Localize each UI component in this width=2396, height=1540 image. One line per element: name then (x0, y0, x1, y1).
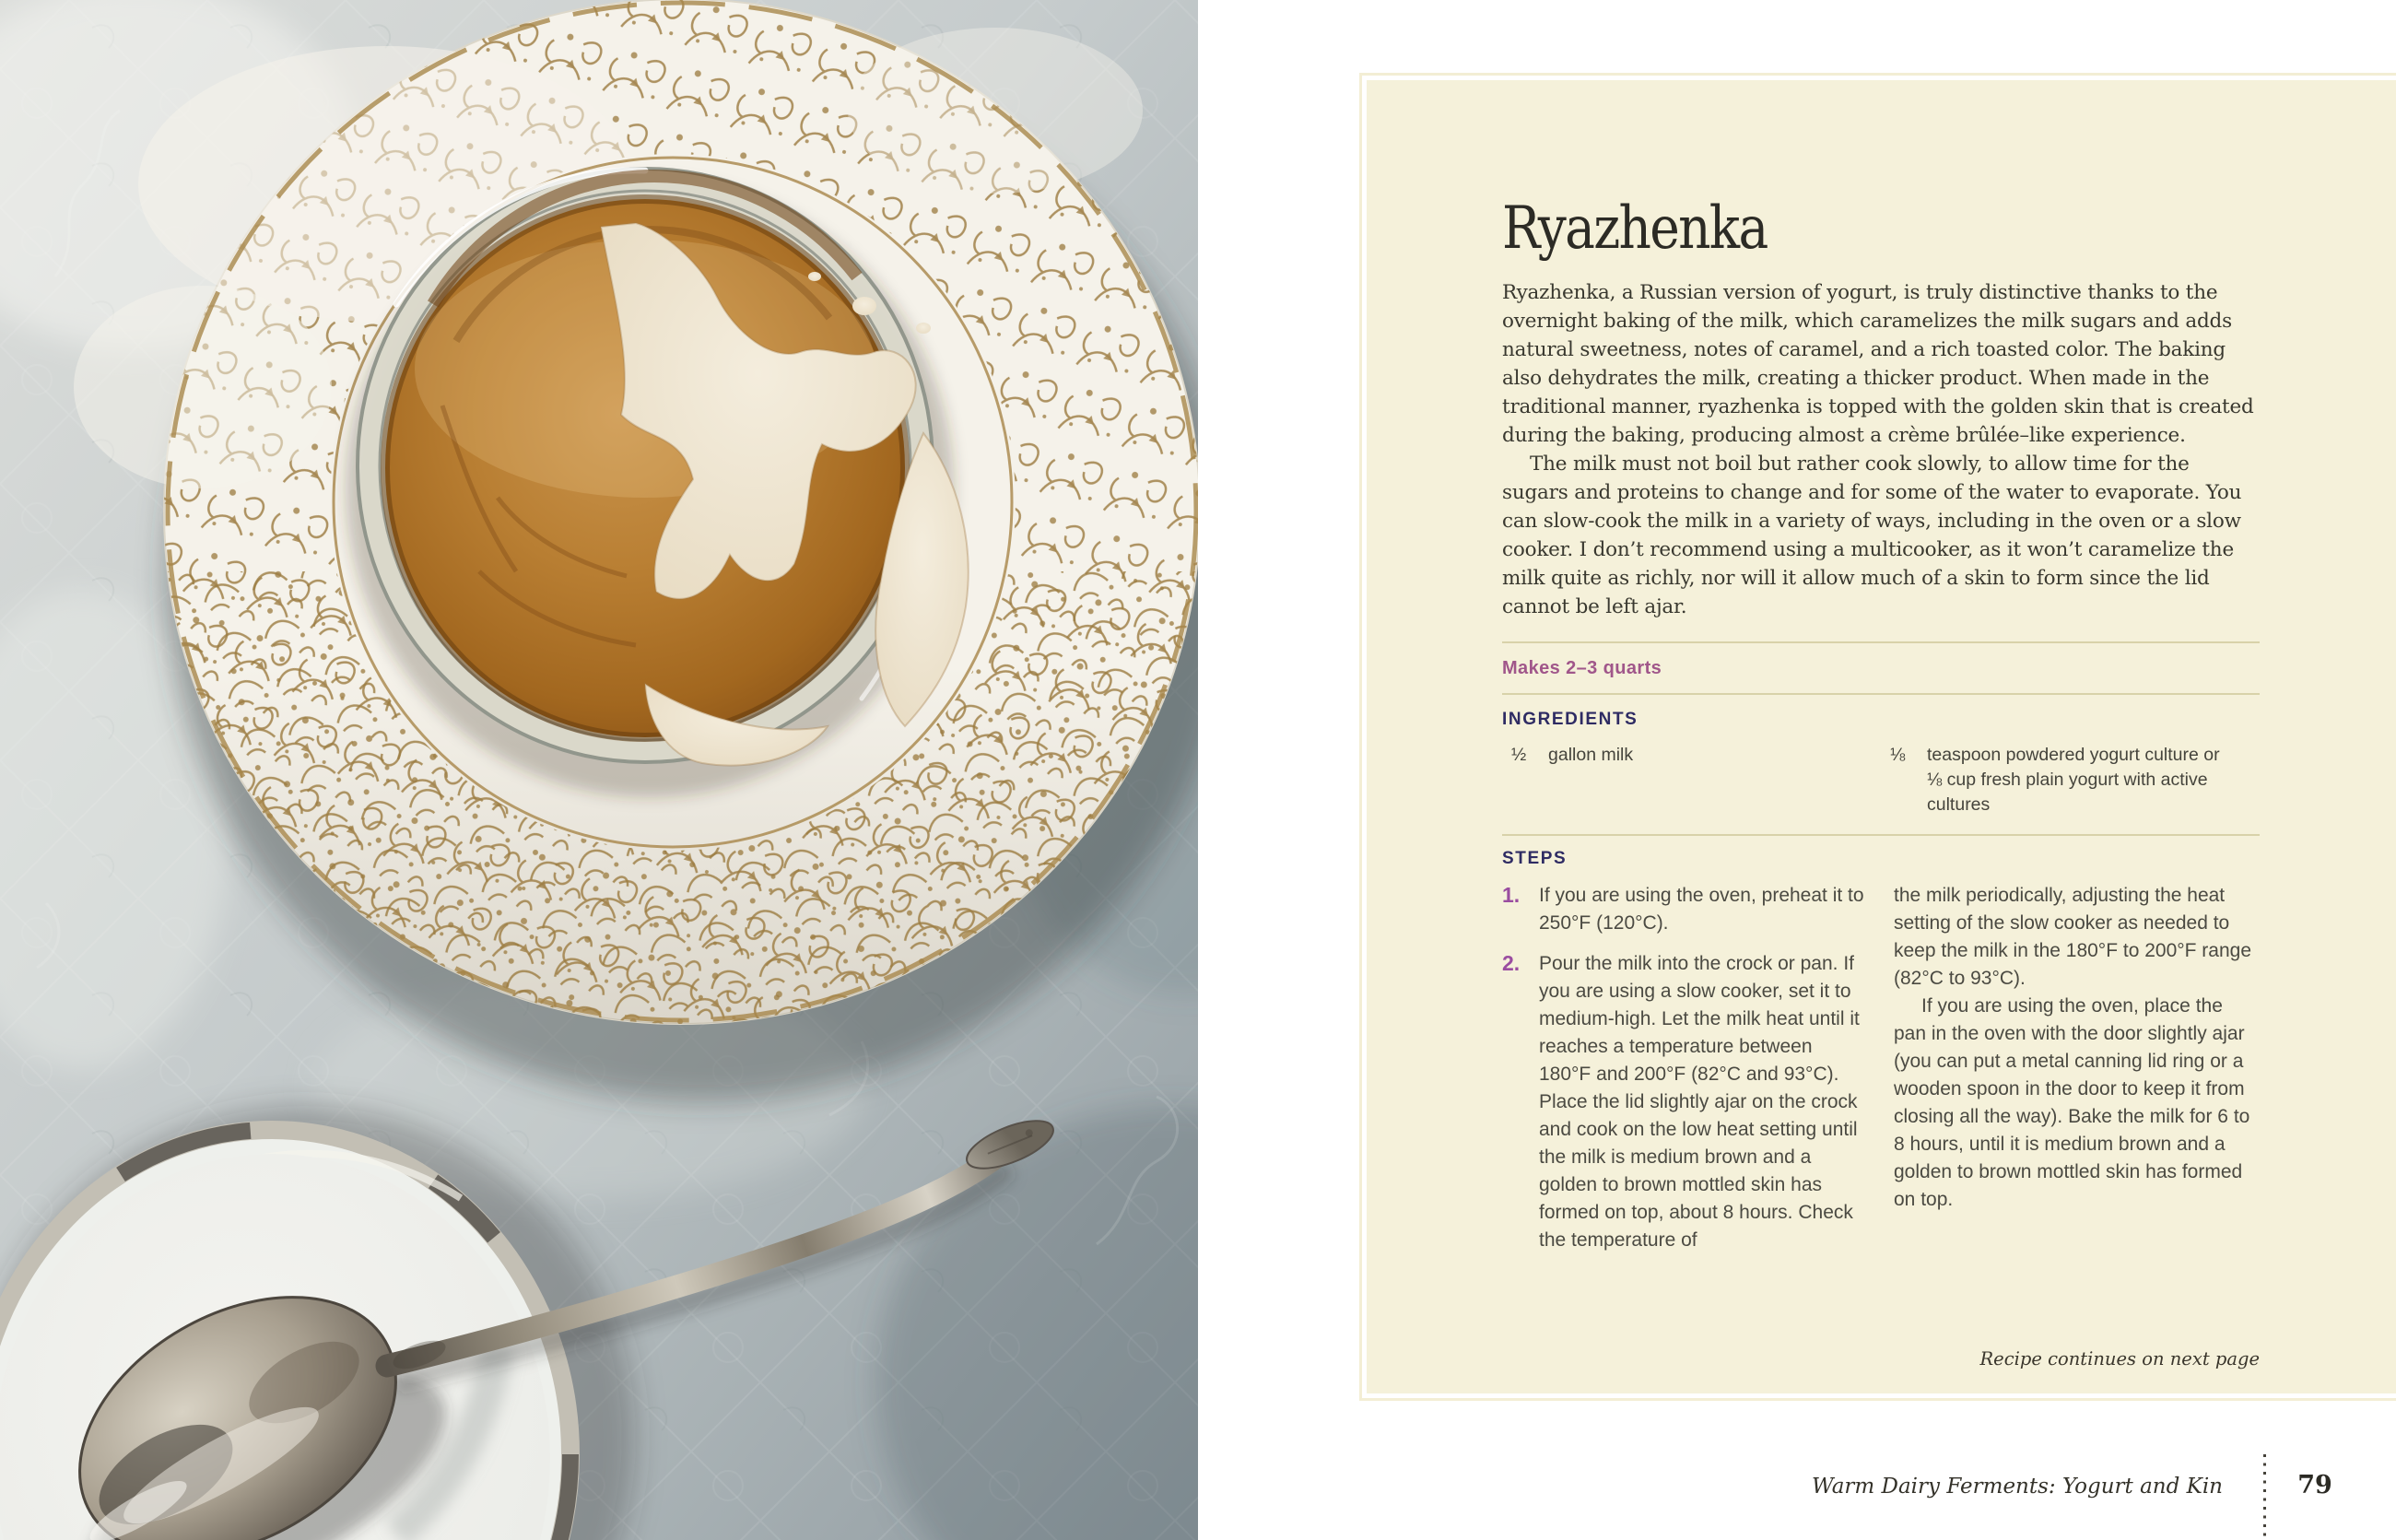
ingredient-text: teaspoon powdered yogurt culture or ⅛ cup fresh plain yogurt with active cultures (1927, 745, 2220, 816)
divider-rule (1502, 834, 2260, 836)
footer-chapter-title: Warm Dairy Ferments: Yogurt and Kin (1812, 1475, 2223, 1499)
step-continuation-text: the milk periodically, adjusting the heat setting of the slow cooker as needed to keep the milk in the 180°F to 200°F range (82°C to 93°C). (1894, 885, 2252, 990)
step-item (1502, 882, 1868, 937)
ingredient-quantity: ⅛ (1890, 745, 1906, 766)
recipe-continues-note: Recipe continues on next page (1979, 1348, 2260, 1370)
recipe-content (1502, 194, 2260, 1267)
ingredients-list (1502, 743, 2260, 817)
intro-paragraph: Ryazhenka, a Russian version of yogurt, is truly distinctive thanks to the overnight baking of the milk, which caramelizes the milk sugars and adds natural sweetness, notes of caramel, and a rich toasted color. The baking also dehydrates the milk, creating a thicker product. When made in the traditional manner, ryazhenka is topped with the golden skin that is created during the baking, producing almost a crème brûlée–like experience. (1502, 281, 2254, 448)
ingredient-item (1881, 743, 2260, 817)
step-continuation-text: If you are using the oven, place the pan in the oven with the door slightly ajar (you can put a metal canning lid ring or a wooden spoon in the door to keep it from closing all the way). Bake the milk for 6 to 8 hours, until it is medium brown and a golden to brown mottled skin has formed on top. (1894, 995, 2250, 1211)
step-text: Pour the milk into the crock or pan. If you are using a slow cooker, set it to medium-high. Let the milk heat until it reaches a temperature between 180°F and 200°F (82°C and 93°C). Place the lid slightly ajar on the crock and cook on the low heat setting until the milk is medium brown and a golden to brown mottled skin has formed on top, about 8 hours. Check the temperature of (1539, 953, 1860, 1252)
page-number: 79 (2297, 1471, 2332, 1499)
step-item (1502, 950, 1868, 1254)
footer-dotted-divider (2263, 1454, 2266, 1540)
recipe-panel (1367, 80, 2396, 1393)
recipe-title: Ryazhenka (1502, 194, 1768, 263)
ingredients-header: INGREDIENTS (1502, 710, 1638, 730)
intro-paragraph: The milk must not boil but rather cook slowly, to allow time for the sugars and proteins to change and for some of the water to evaporate. You can slow-cook the milk in a variety of ways, including in the oven or a slow cooker. I don’t recommend using a multicooker, as it won’t caramelize the milk quite as richly, nor will it allow much of a skin to form since the lid cannot be left ajar. (1502, 453, 2242, 619)
steps-columns (1502, 882, 2260, 1267)
ingredient-text: gallon milk (1548, 745, 1634, 766)
ingredient-item (1502, 743, 1881, 817)
step-text: If you are using the oven, preheat it to 250°F (120°C). (1539, 885, 1864, 935)
step-number: 1. (1502, 883, 1521, 908)
yield-line: Makes 2–3 quarts (1502, 658, 1662, 679)
divider-rule (1502, 641, 2260, 643)
steps-header: STEPS (1502, 849, 1568, 869)
divider-rule (1502, 693, 2260, 695)
steps-column-right (1894, 882, 2260, 1267)
step-number: 2. (1502, 951, 1521, 976)
steps-column-left (1502, 882, 1868, 1267)
recipe-intro (1502, 278, 2260, 621)
ingredient-quantity: ½ (1511, 745, 1527, 766)
